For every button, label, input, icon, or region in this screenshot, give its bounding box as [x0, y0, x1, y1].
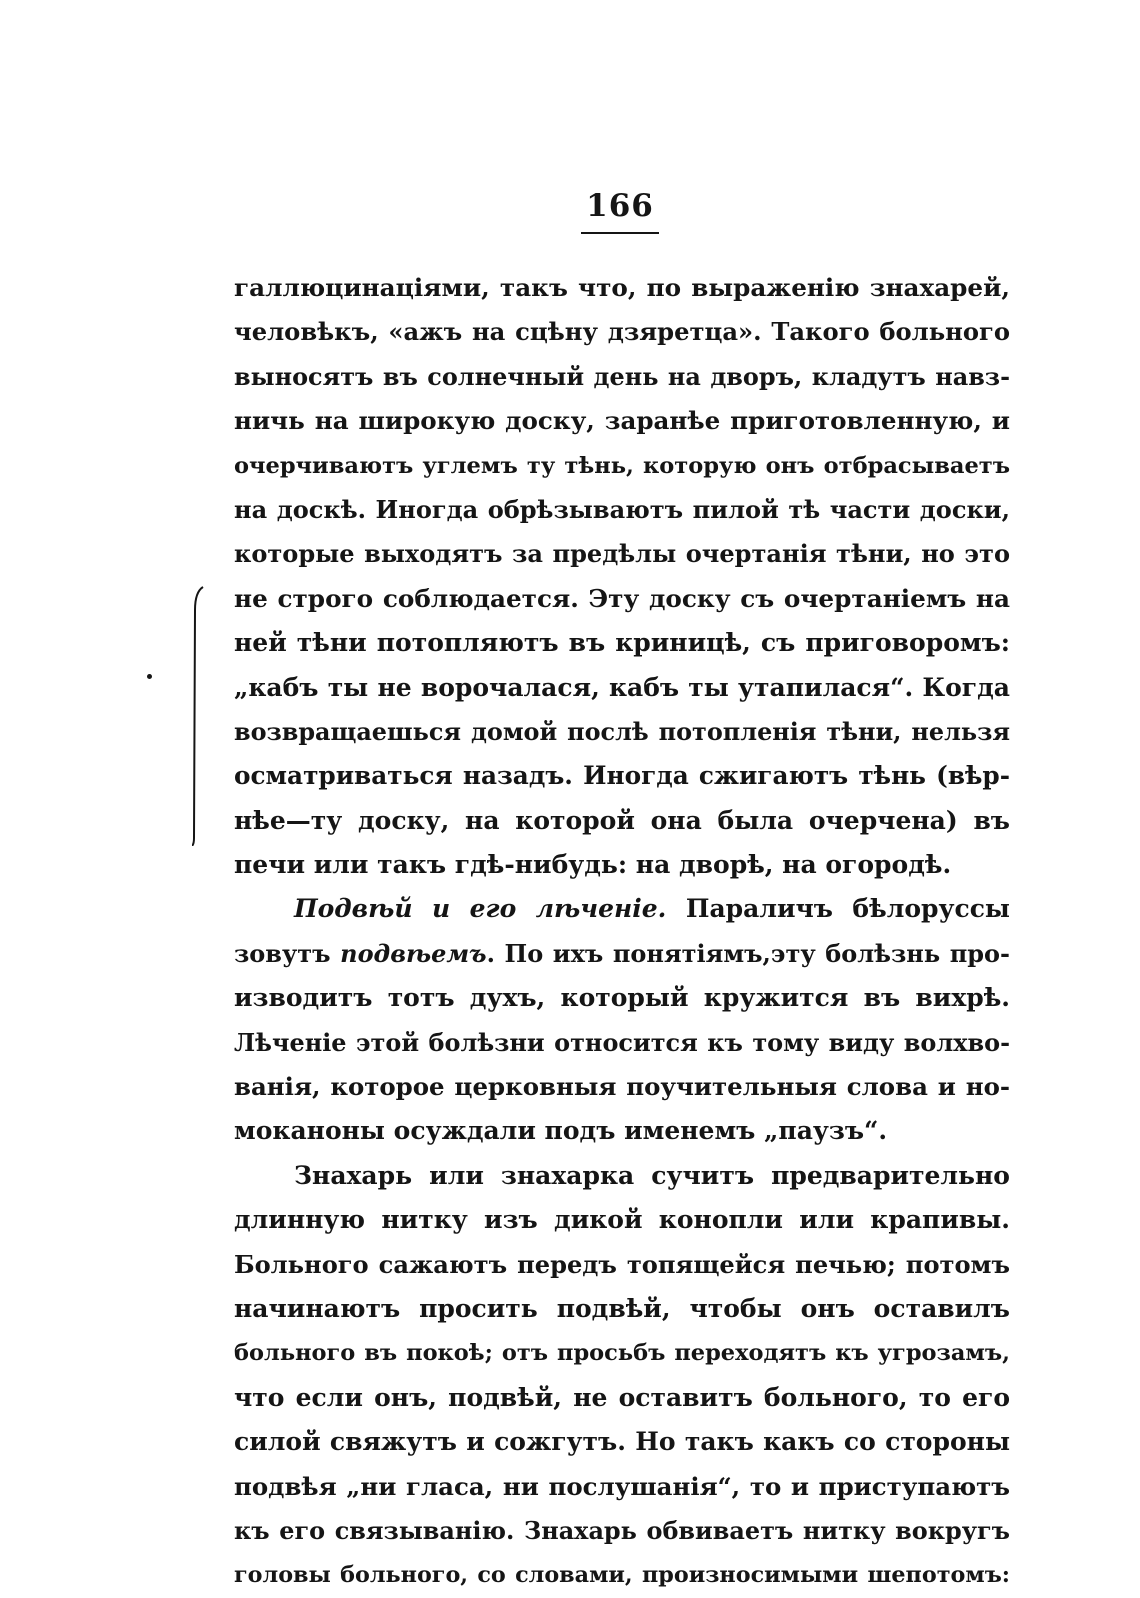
margin-bracket-mark [192, 586, 204, 846]
text-line: на доскѣ. Иногда обрѣзываютъ пилой тѣ части доски, [234, 494, 1010, 524]
text-line: галлюцинаціями, такъ что, по выраженію знахарей, [234, 273, 1010, 302]
paragraph-first-line: Знахарь или знахарка сучитъ предварительно [294, 1160, 1010, 1190]
body-text [234, 266, 1010, 1598]
text-line: очерчиваютъ углемъ ту тѣнь, которую онъ отбрасываетъ [234, 452, 1010, 479]
section-heading: Подвѣй и его лѣченіе. [294, 894, 667, 924]
text-line: выносятъ въ солнечный день на дворъ, кладутъ навз- [234, 362, 1010, 391]
margin-bracket-stroke [192, 587, 203, 846]
text-line: ней тѣни потопляютъ въ криницѣ, съ приговоромъ: [234, 628, 1010, 658]
text-fragment: . По ихъ понятіямъ,эту болѣзнь про- [486, 938, 1010, 968]
text-line: ничь на широкую доску, заранѣе приготовленную, и [234, 406, 1010, 436]
text-line: моканоны осуждали подъ именемъ „паузъ“. [234, 1116, 888, 1146]
text-line: Больного сажаютъ передъ топящейся печью; потомъ [234, 1249, 1010, 1279]
text-line: длинную нитку изъ дикой конопли или крапивы. [234, 1205, 1010, 1235]
text-line: изводитъ тотъ духъ, который кружится въ вихрѣ. [234, 983, 1010, 1013]
text-line: силой свяжутъ и сожгутъ. Но такъ какъ со стороны [234, 1427, 1010, 1457]
text-line: человѣкъ, «ажъ на сцѣну дзяретца». Такого больного [234, 317, 1010, 347]
text-fragment: зовутъ [234, 938, 341, 968]
text-line: подвѣя „ни гласа, ни послушанія“, то и приступаютъ [234, 1471, 1010, 1501]
text-line: къ его связыванію. Знахарь обвиваетъ нитку вокругъ [234, 1516, 1010, 1545]
page-number: 166 [586, 188, 654, 224]
text-line: головы больного, со словами, произносимыми шепотомъ: [234, 1562, 1010, 1589]
text-line: ванія, которое церковныя поучительныя слова и но- [234, 1072, 1010, 1102]
text-line: осматриваться назадъ. Иногда сжигаютъ тѣнь (вѣр- [234, 761, 1010, 791]
text-line: нѣе—ту доску, на которой она была очерчена) въ [234, 805, 1010, 835]
italic-term: подвѣемъ [340, 938, 487, 968]
section-heading-rest: Параличъ бѣлоруссы [685, 894, 1010, 924]
text-line: печи или такъ гдѣ-нибудь: на дворѣ, на огородѣ. [234, 850, 952, 880]
text-line [234, 932, 1010, 976]
section-heading-line [234, 887, 1010, 931]
text-line: Лѣченіе этой болѣзни относится къ тому виду волхво- [234, 1028, 1010, 1057]
text-line: больного въ покоѣ; отъ просьбъ переходятъ къ угрозамъ, [234, 1340, 1010, 1367]
page-number-underline [581, 232, 659, 234]
text-line: начинаютъ просить подвѣй, чтобы онъ оставилъ [234, 1293, 1010, 1323]
text-line: что если онъ, подвѣй, не оставитъ больного, то его [234, 1382, 1010, 1412]
margin-dot [147, 674, 152, 679]
text-line: не строго соблюдается. Эту доску съ очертаніемъ на [234, 583, 1010, 613]
text-line: которые выходятъ за предѣлы очертанія тѣни, но это [234, 539, 1010, 569]
text-line: возвращаешься домой послѣ потопленія тѣни, нельзя [234, 717, 1010, 746]
text-line: „кабъ ты не ворочалася, кабъ ты утапилася“. Когда [234, 672, 1010, 702]
